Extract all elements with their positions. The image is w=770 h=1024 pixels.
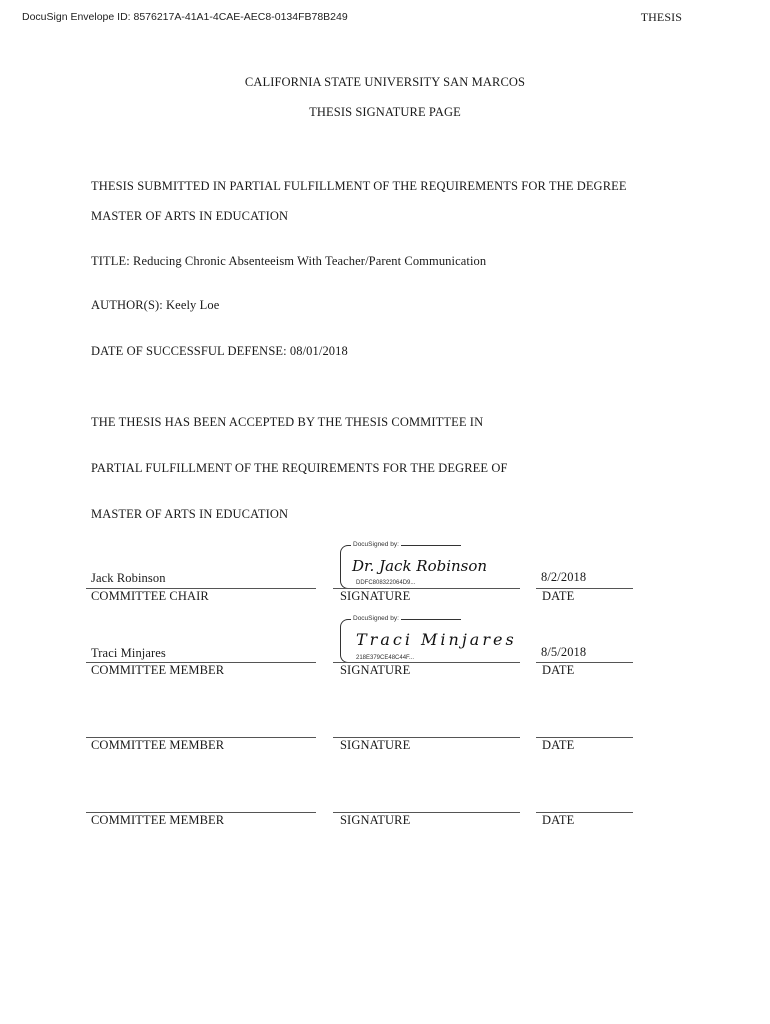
signed-date: 8/2/2018 [541,570,587,584]
signature-member: Traci Minjares [356,630,517,649]
docusigned-label: DocuSigned by: [353,615,399,622]
corner-label: THESIS [640,10,682,24]
member-role: COMMITTEE CHAIR [91,589,209,603]
date-caption: DATE [542,813,575,827]
date-caption: DATE [542,738,575,752]
signature-caption: SIGNATURE [340,738,411,752]
accepted-degree: MASTER OF ARTS IN EDUCATION [91,507,289,521]
page-title: THESIS SIGNATURE PAGE [309,105,461,119]
degree-line: MASTER OF ARTS IN EDUCATION [91,209,289,223]
signature-caption: SIGNATURE [340,813,411,827]
date-caption: DATE [542,589,575,603]
envelope-id: DocuSign Envelope ID: 8576217A-41A1-4CAE-AEC8-0134FB78B249 [22,11,348,23]
signer-id: DDFC808322064D9... [356,580,416,586]
docusigned-label: DocuSigned by: [353,541,399,548]
author-line: AUTHOR(S): Keely Loe [91,298,220,312]
member-role: COMMITTEE MEMBER [91,663,225,677]
submitted-line: THESIS SUBMITTED IN PARTIAL FULFILLMENT OF THE REQUIREMENTS FOR THE DEGREE [91,179,627,193]
signature-chair: Dr. Jack Robinson [352,557,488,575]
accepted-line-2: PARTIAL FULFILLMENT OF THE REQUIREMENTS FOR THE DEGREE OF [91,461,508,475]
signed-date: 8/5/2018 [541,645,587,659]
member-role: COMMITTEE MEMBER [91,738,225,752]
date-caption: DATE [542,663,575,677]
university-name: CALIFORNIA STATE UNIVERSITY SAN MARCOS [244,75,526,89]
member-name: Jack Robinson [91,571,166,585]
thesis-title: TITLE: Reducing Chronic Absenteeism With Teacher/Parent Communication [91,254,487,268]
member-name: Traci Minjares [91,646,166,660]
member-role: COMMITTEE MEMBER [91,813,225,827]
defense-date-line: DATE OF SUCCESSFUL DEFENSE: 08/01/2018 [91,344,348,358]
accepted-line-1: THE THESIS HAS BEEN ACCEPTED BY THE THESIS COMMITTEE IN [91,415,484,429]
signature-caption: SIGNATURE [340,663,411,677]
signer-id: 218E379CE48C44F... [356,655,415,661]
signature-caption: SIGNATURE [340,589,411,603]
